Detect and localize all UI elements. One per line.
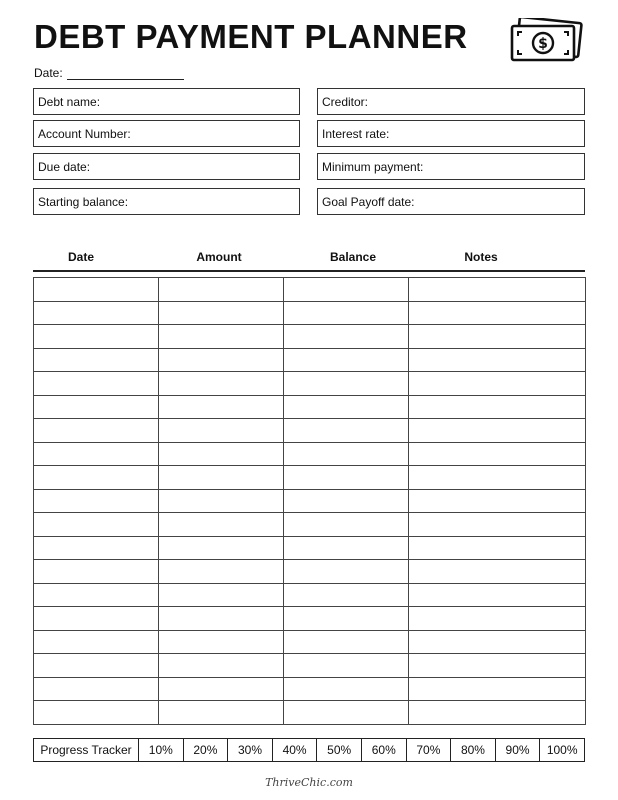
progress-step[interactable]: 40% <box>272 739 317 762</box>
field-interest-rate[interactable]: Interest rate: <box>317 120 585 147</box>
cell-date[interactable] <box>34 583 159 607</box>
date-line[interactable] <box>67 67 184 80</box>
cell-amount[interactable] <box>159 489 284 513</box>
cell-notes[interactable] <box>409 348 586 372</box>
progress-step[interactable]: 30% <box>228 739 273 762</box>
field-account-number[interactable]: Account Number: <box>33 120 300 147</box>
cell-balance[interactable] <box>284 701 409 725</box>
cell-balance[interactable] <box>284 583 409 607</box>
cell-balance[interactable] <box>284 677 409 701</box>
cell-balance[interactable] <box>284 513 409 537</box>
cell-amount[interactable] <box>159 677 284 701</box>
table-row <box>34 536 586 560</box>
table-row <box>34 489 586 513</box>
table-row <box>34 701 586 725</box>
page-title: DEBT PAYMENT PLANNER <box>34 18 468 55</box>
cell-amount[interactable] <box>159 536 284 560</box>
column-header-date: Date <box>67 250 95 264</box>
cell-balance[interactable] <box>284 560 409 584</box>
progress-tracker-label: Progress Tracker <box>34 739 139 762</box>
cell-notes[interactable] <box>409 419 586 443</box>
cell-amount[interactable] <box>159 348 284 372</box>
cell-date[interactable] <box>34 442 159 466</box>
cell-date[interactable] <box>34 395 159 419</box>
cell-balance[interactable] <box>284 278 409 302</box>
cell-balance[interactable] <box>284 442 409 466</box>
progress-step[interactable]: 90% <box>495 739 540 762</box>
cell-date[interactable] <box>34 513 159 537</box>
cell-notes[interactable] <box>409 607 586 631</box>
table-row <box>34 348 586 372</box>
cell-notes[interactable] <box>409 466 586 490</box>
cell-balance[interactable] <box>284 301 409 325</box>
cell-notes[interactable] <box>409 654 586 678</box>
field-starting-balance[interactable]: Starting balance: <box>33 188 300 215</box>
cell-date[interactable] <box>34 372 159 396</box>
cell-balance[interactable] <box>284 489 409 513</box>
cell-date[interactable] <box>34 466 159 490</box>
cell-balance[interactable] <box>284 466 409 490</box>
cell-notes[interactable] <box>409 325 586 349</box>
table-row <box>34 677 586 701</box>
table-row <box>34 654 586 678</box>
cell-amount[interactable] <box>159 583 284 607</box>
cell-date[interactable] <box>34 301 159 325</box>
field-due-date[interactable]: Due date: <box>33 153 300 180</box>
footer-brand: ThriveChic.com <box>265 776 353 789</box>
table-header <box>33 250 585 272</box>
progress-step[interactable]: 20% <box>183 739 228 762</box>
table-row <box>34 419 586 443</box>
field-debt-name[interactable]: Debt name: <box>33 88 300 115</box>
cell-balance[interactable] <box>284 325 409 349</box>
cell-amount[interactable] <box>159 372 284 396</box>
table-row <box>34 395 586 419</box>
table-row <box>34 442 586 466</box>
cell-notes[interactable] <box>409 513 586 537</box>
cell-balance[interactable] <box>284 536 409 560</box>
column-header-balance: Balance <box>329 250 377 264</box>
table-row <box>34 630 586 654</box>
table-row <box>34 301 586 325</box>
table-row <box>34 607 586 631</box>
cell-balance[interactable] <box>284 419 409 443</box>
progress-step[interactable]: 100% <box>540 739 585 762</box>
cell-date[interactable] <box>34 654 159 678</box>
date-row <box>34 66 184 80</box>
table-row <box>34 513 586 537</box>
field-minimum-payment[interactable]: Minimum payment: <box>317 153 585 180</box>
money-bill-icon <box>508 18 584 64</box>
cell-amount[interactable] <box>159 395 284 419</box>
table-row <box>34 466 586 490</box>
cell-amount[interactable] <box>159 419 284 443</box>
cell-notes[interactable] <box>409 536 586 560</box>
cell-date[interactable] <box>34 419 159 443</box>
table-row <box>34 372 586 396</box>
cell-balance[interactable] <box>284 630 409 654</box>
progress-step[interactable]: 10% <box>139 739 184 762</box>
cell-amount[interactable] <box>159 607 284 631</box>
svg-text:$: $ <box>538 36 548 52</box>
date-label: Date: <box>34 66 63 80</box>
cell-notes[interactable] <box>409 442 586 466</box>
cell-amount[interactable] <box>159 630 284 654</box>
cell-amount[interactable] <box>159 442 284 466</box>
field-creditor[interactable]: Creditor: <box>317 88 585 115</box>
cell-notes[interactable] <box>409 701 586 725</box>
payment-table <box>33 277 586 725</box>
cell-balance[interactable] <box>284 395 409 419</box>
cell-balance[interactable] <box>284 654 409 678</box>
cell-date[interactable] <box>34 325 159 349</box>
cell-date[interactable] <box>34 489 159 513</box>
cell-notes[interactable] <box>409 278 586 302</box>
table-row <box>34 325 586 349</box>
cell-amount[interactable] <box>159 701 284 725</box>
cell-amount[interactable] <box>159 513 284 537</box>
cell-date[interactable] <box>34 701 159 725</box>
cell-notes[interactable] <box>409 677 586 701</box>
cell-date[interactable] <box>34 278 159 302</box>
cell-date[interactable] <box>34 348 159 372</box>
cell-date[interactable] <box>34 630 159 654</box>
cell-amount[interactable] <box>159 301 284 325</box>
table-row <box>34 278 586 302</box>
cell-notes[interactable] <box>409 630 586 654</box>
progress-step[interactable]: 70% <box>406 739 451 762</box>
cell-date[interactable] <box>34 677 159 701</box>
progress-step[interactable]: 80% <box>451 739 496 762</box>
cell-notes[interactable] <box>409 301 586 325</box>
cell-notes[interactable] <box>409 583 586 607</box>
progress-step[interactable]: 50% <box>317 739 362 762</box>
column-header-amount: Amount <box>196 250 242 264</box>
cell-balance[interactable] <box>284 348 409 372</box>
field-goal-payoff-date[interactable]: Goal Payoff date: <box>317 188 585 215</box>
column-header-notes: Notes <box>464 250 498 264</box>
table-row <box>34 583 586 607</box>
progress-step[interactable]: 60% <box>361 739 406 762</box>
cell-amount[interactable] <box>159 560 284 584</box>
cell-date[interactable] <box>34 607 159 631</box>
cell-balance[interactable] <box>284 372 409 396</box>
progress-tracker <box>33 738 585 762</box>
cell-date[interactable] <box>34 560 159 584</box>
cell-notes[interactable] <box>409 372 586 396</box>
cell-amount[interactable] <box>159 325 284 349</box>
cell-amount[interactable] <box>159 278 284 302</box>
cell-balance[interactable] <box>284 607 409 631</box>
cell-notes[interactable] <box>409 395 586 419</box>
cell-notes[interactable] <box>409 560 586 584</box>
cell-notes[interactable] <box>409 489 586 513</box>
cell-amount[interactable] <box>159 654 284 678</box>
cell-date[interactable] <box>34 536 159 560</box>
cell-amount[interactable] <box>159 466 284 490</box>
table-row <box>34 560 586 584</box>
